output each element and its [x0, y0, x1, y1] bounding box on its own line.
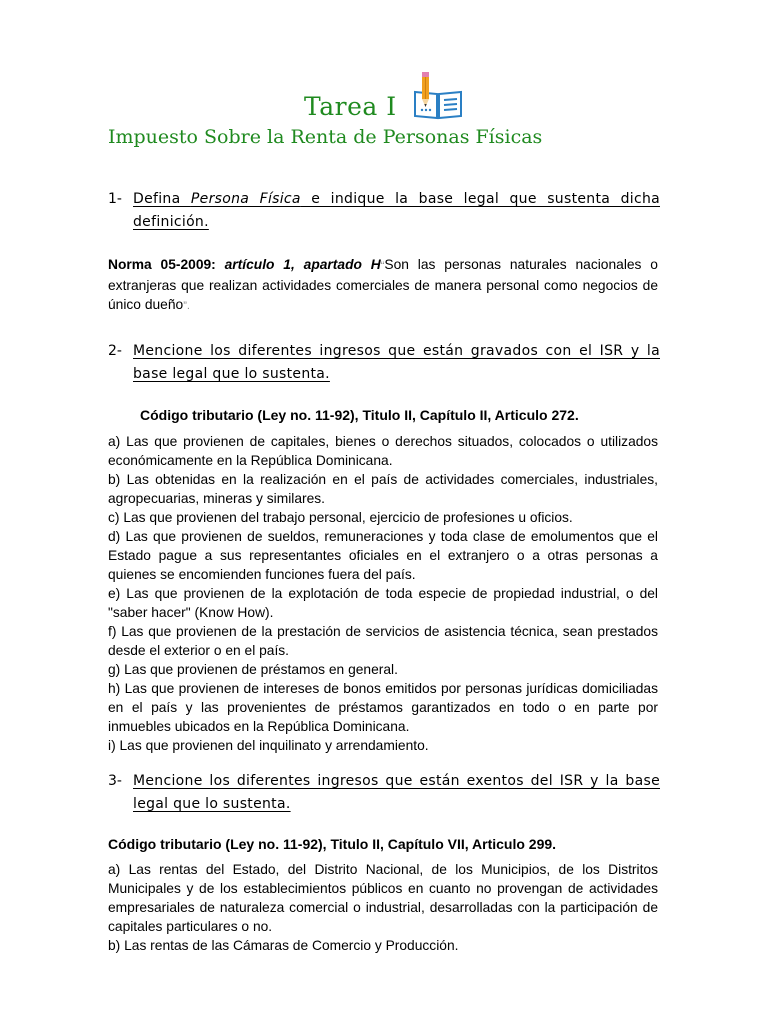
title-row [0, 66, 768, 126]
list-item: d) Las que provienen de sueldos, remuneraciones y toda clase de emolumentos que el Estado pague a sus representantes oficiales en el extranjero o a otras personas a quienes se encomienden funciones fuera del país. [108, 529, 658, 582]
question-text: Defina Persona Física e indique la base legal que sustenta dicha definición. [133, 191, 660, 230]
question-number: 2- [108, 343, 122, 359]
question-text: Mencione los diferentes ingresos que están exentos del ISR y la base legal que lo sustenta. [133, 773, 660, 812]
list-item: b) Las rentas de las Cámaras de Comercio y Producción. [108, 938, 459, 953]
question-2 [108, 340, 660, 386]
question-number: 1- [108, 191, 122, 207]
list-item: a) Las que provienen de capitales, bienes o derechos situados, colocados o utilizados económicamente en la República Dominicana. [108, 434, 658, 468]
question-text: Mencione los diferentes ingresos que están gravados con el ISR y la base legal que lo sustenta. [133, 343, 660, 382]
list-item: c) Las que provienen del trabajo personal, ejercicio de profesiones u oficios. [108, 510, 573, 525]
taxable-income-list [108, 432, 658, 755]
legal-reference-heading: Código tributario (Ley no. 11-92), Titulo II, Capítulo VII, Articulo 299. [108, 836, 557, 852]
exempt-income-list [108, 860, 658, 955]
question-number: 3- [108, 773, 122, 789]
answer-1: Norma 05-2009: artículo 1, apartado H“Son las personas naturales nacionales o extranjeras que realizan actividades comerciales de manera personal como negocios de único dueño”. [108, 257, 658, 312]
list-item: a) Las rentas del Estado, del Distrito Nacional, de los Municipios, de los Distritos Municipales y de los establecimientos públicos en cuanto no provengan de actividades empresariales de naturaleza comercial o industrial, desarrolladas con la participación de capitales particulares o no. [108, 862, 658, 934]
book-pencil-icon [412, 70, 464, 122]
list-item: g) Las que provienen de préstamos en general. [108, 662, 398, 677]
document-title: Tarea I [304, 92, 397, 121]
question-3 [108, 770, 660, 816]
legal-reference-heading: Código tributario (Ley no. 11-92), Titulo II, Capítulo II, Articulo 272. [140, 407, 579, 423]
question-1 [108, 188, 660, 234]
list-item: i) Las que provienen del inquilinato y arrendamiento. [108, 738, 429, 753]
document-subtitle: Impuesto Sobre la Renta de Personas Físicas [108, 126, 543, 148]
list-item: f) Las que provienen de la prestación de servicios de asistencia técnica, sean prestados desde el exterior o en el país. [108, 624, 658, 658]
list-item: h) Las que provienen de intereses de bonos emitidos por personas jurídicas domiciliadas en el país y las provenientes de préstamos garantizados en todo o en parte por inmuebles ubicados en la República Dominicana. [108, 681, 658, 734]
list-item: b) Las obtenidas en la realización en el país de actividades comerciales, industriales, agropecuarias, mineras y similares. [108, 472, 658, 506]
list-item: e) Las que provienen de la explotación de toda especie de propiedad industrial, o del "saber hacer" (Know How). [108, 586, 658, 620]
